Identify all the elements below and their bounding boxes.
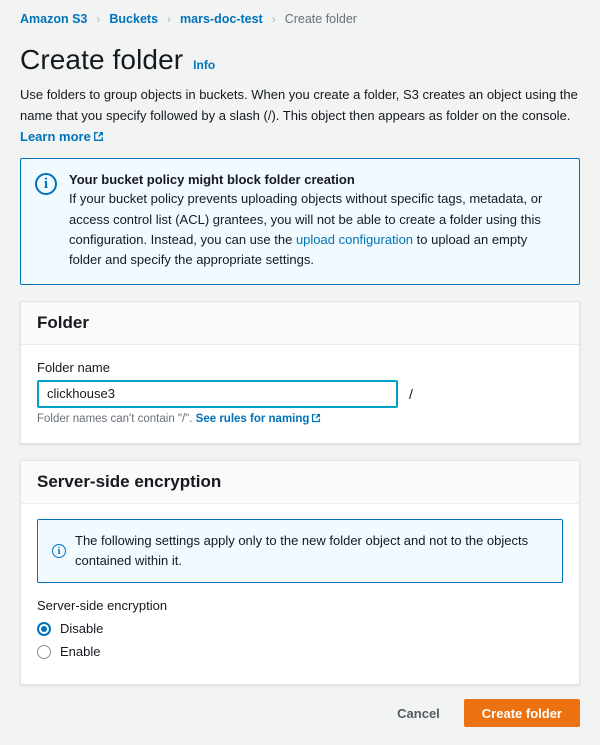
page-description [20, 85, 580, 148]
learn-more-label: Learn more [20, 128, 91, 144]
external-link-icon [93, 128, 104, 149]
encryption-card-header [21, 461, 579, 504]
helper-text: Folder names can't contain "/". [37, 412, 193, 425]
encryption-radio-group-label: Server-side encryption [37, 598, 168, 614]
upload-configuration-link[interactable]: upload configuration [295, 231, 414, 247]
rules-for-naming-link[interactable] [196, 413, 322, 425]
rules-link-label: See rules for naming [195, 412, 310, 425]
encryption-info-alert [37, 519, 563, 583]
encryption-section-title: Server-side encryption [37, 471, 222, 491]
folder-name-row [37, 380, 563, 408]
folder-name-label: Folder name [37, 359, 110, 375]
folder-name-helper [37, 413, 563, 426]
radio-option-enable[interactable] [37, 644, 563, 659]
encryption-alert-text: The following settings apply only to the new folder object and not to the objects contained within it. [75, 532, 529, 569]
alert-body-text: If your bucket policy prevents uploading objects without specific tags, metadata, or access control list (ACL) grantees, you will not be able to create a folder using this configuration. Instead, you can use the [69, 191, 543, 247]
cancel-button[interactable]: Cancel [387, 700, 450, 727]
page-header [20, 44, 580, 76]
alert-title: Your bucket policy might block folder creation [69, 172, 355, 188]
bucket-policy-alert [20, 158, 580, 285]
chevron-right-icon: › [167, 12, 172, 26]
folder-name-input[interactable] [37, 380, 398, 408]
learn-more-link[interactable] [20, 129, 104, 144]
radio-enable-label: Enable [60, 644, 101, 660]
footer-actions [20, 699, 580, 727]
info-link[interactable]: Info [193, 58, 216, 72]
external-link-icon [311, 413, 321, 426]
slash-suffix: / [409, 385, 413, 402]
radio-option-disable[interactable] [37, 621, 563, 636]
info-icon: i [52, 544, 66, 558]
encryption-card-body [21, 504, 579, 684]
breadcrumb-buckets[interactable]: Buckets [109, 12, 159, 26]
page-title: Create folder [20, 44, 184, 75]
chevron-right-icon: › [96, 12, 101, 26]
breadcrumb [20, 10, 580, 30]
breadcrumb-bucket-name[interactable]: mars-doc-test [180, 12, 263, 26]
alert-body-text-2: to upload an empty folder and specify the appropriate settings. [69, 231, 528, 267]
info-icon: i [35, 173, 57, 195]
chevron-right-icon: › [271, 12, 276, 26]
breadcrumb-amazon-s3[interactable]: Amazon S3 [20, 12, 88, 26]
folder-card [20, 301, 580, 444]
folder-card-body [21, 345, 579, 443]
radio-disable-icon[interactable] [37, 622, 51, 636]
breadcrumb-current: Create folder [284, 12, 357, 26]
description-text: Use folders to group objects in buckets. When you create a folder, S3 creates an object using the name that you specify followed by a slash (/). This object then appears as folder on the console. [20, 87, 578, 123]
encryption-card [20, 460, 580, 685]
folder-section-title: Folder [37, 312, 89, 332]
folder-card-header [21, 302, 579, 345]
radio-disable-label: Disable [60, 621, 104, 637]
radio-enable-icon[interactable] [37, 645, 51, 659]
alert-content [69, 172, 563, 270]
alert-body [69, 189, 563, 270]
create-folder-button[interactable]: Create folder [464, 699, 580, 727]
